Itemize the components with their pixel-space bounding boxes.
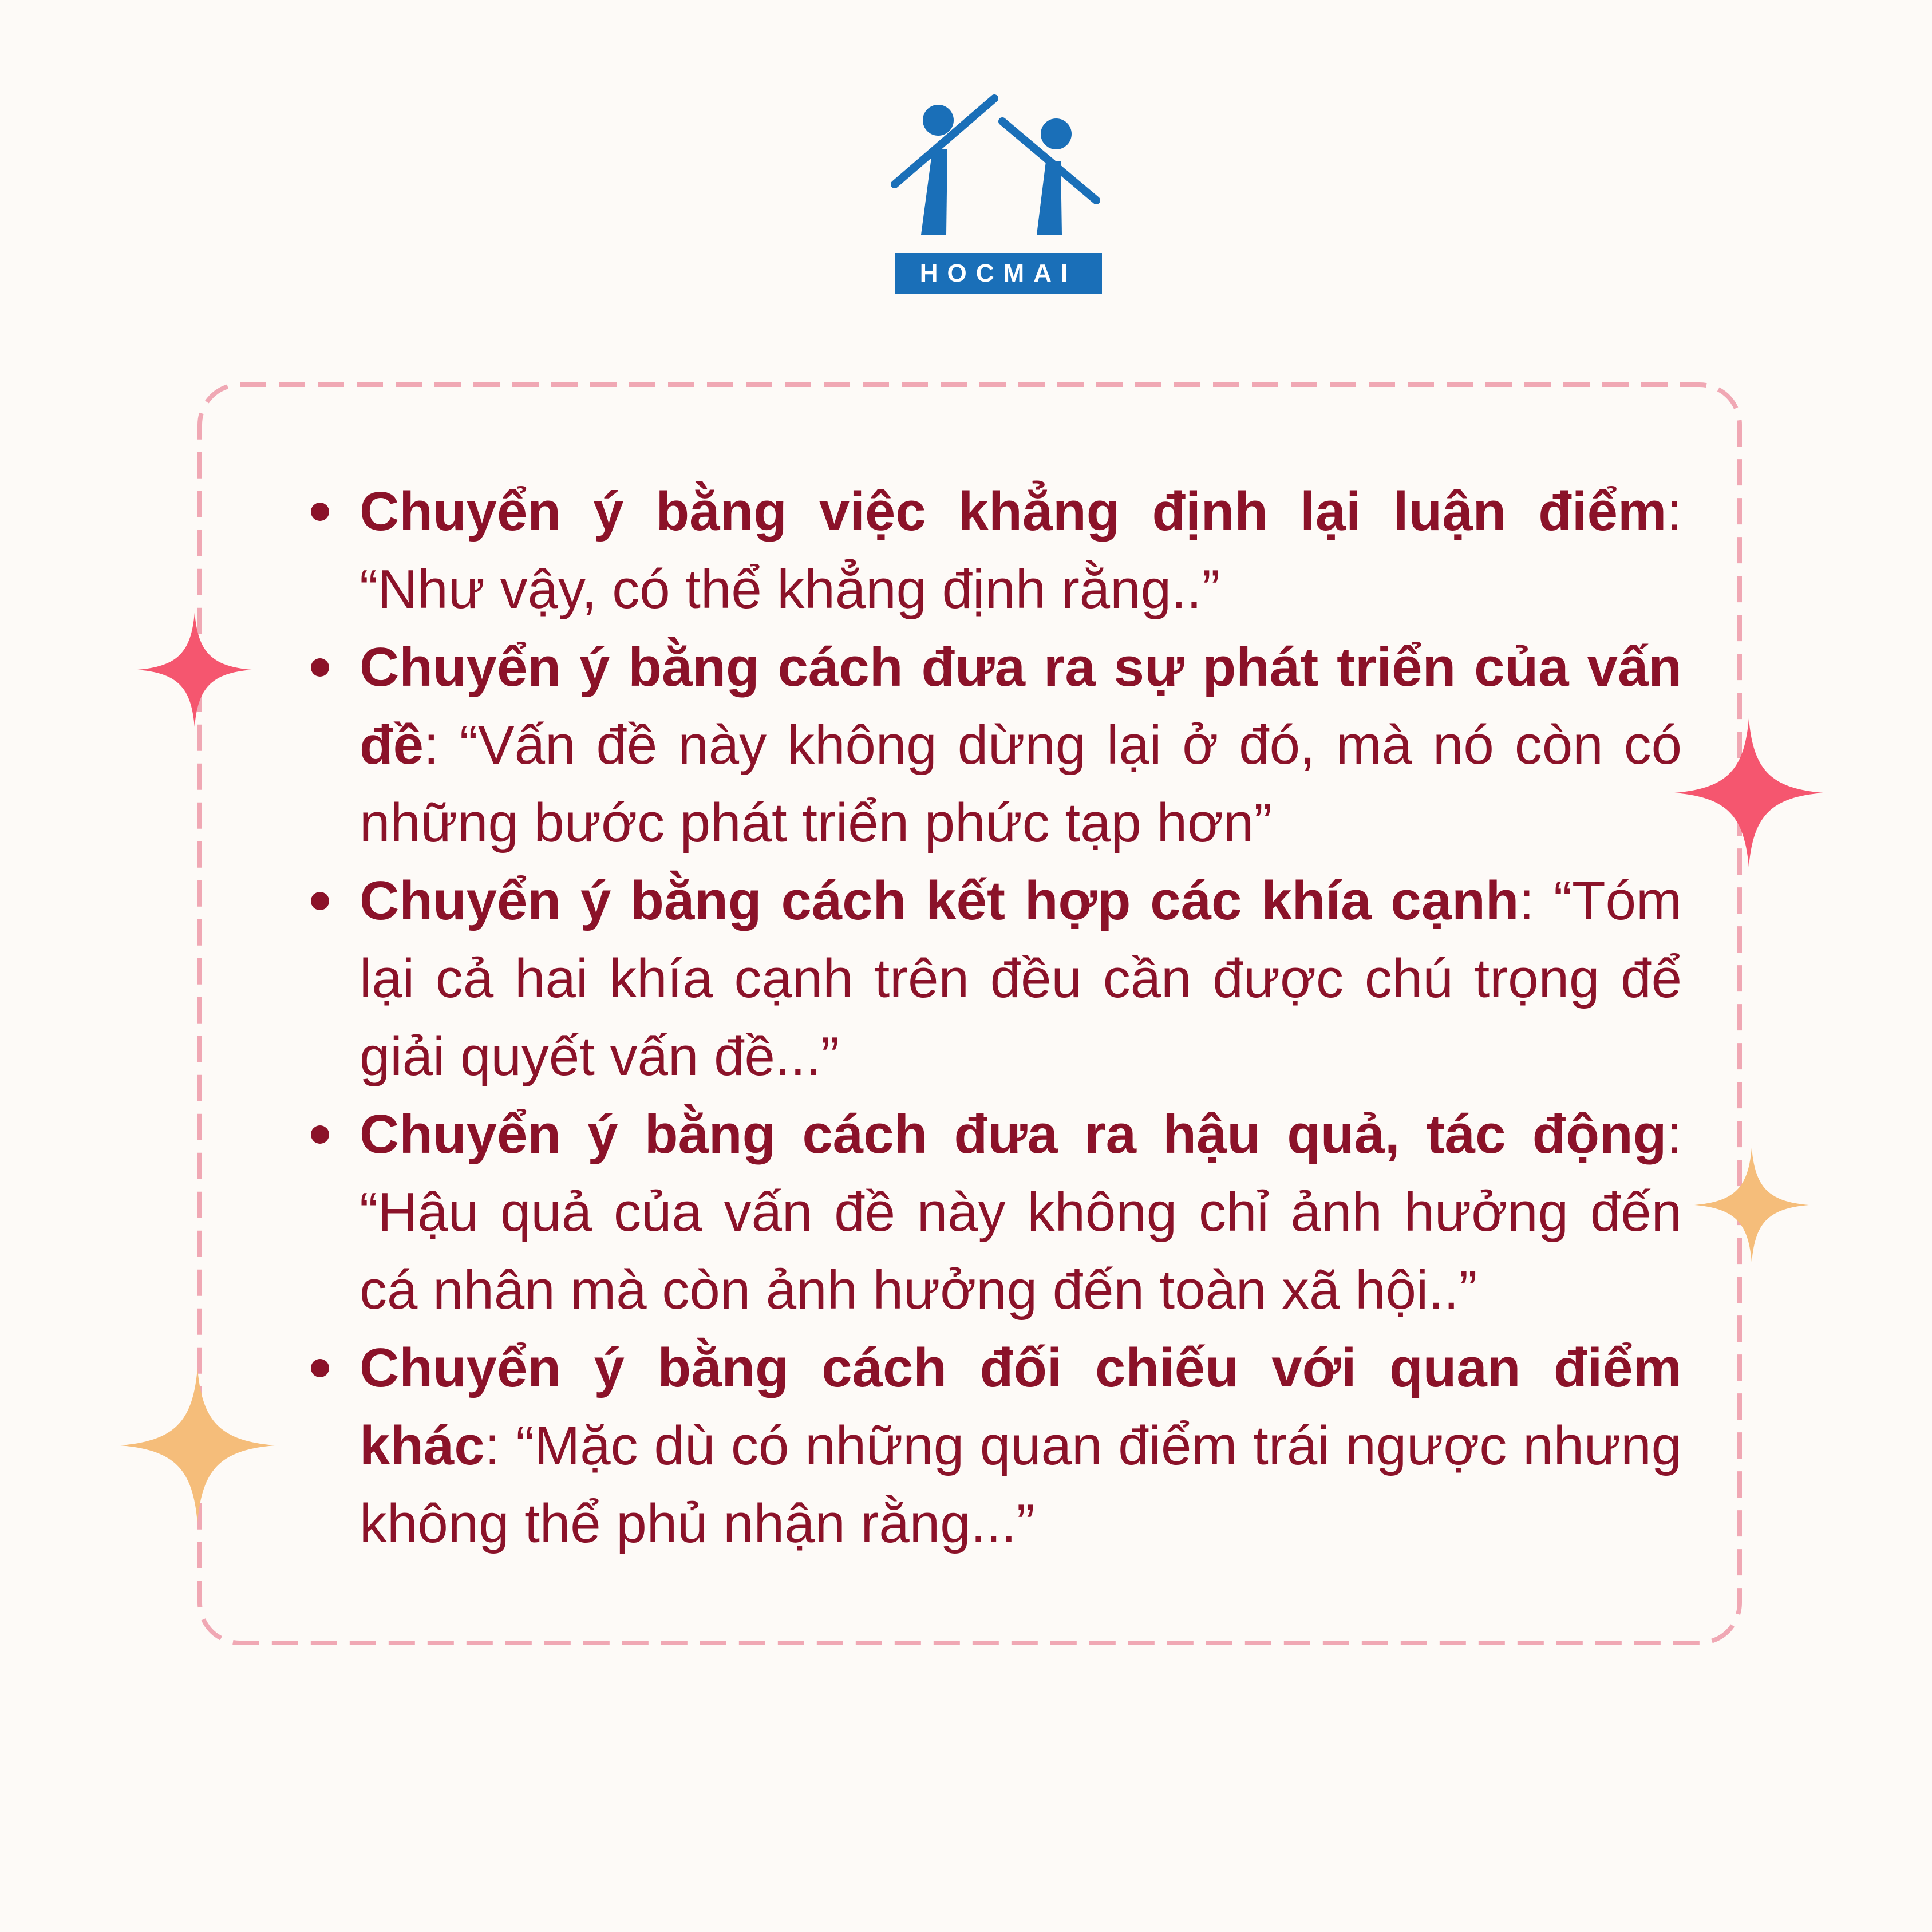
item-text: : “Hậu quả của vấn đề này không chỉ ảnh hưởng đến cá nhân mà còn ảnh hưởng đến toàn xã hội..” (359, 1104, 1682, 1321)
item-heading: Chuyển ý bằng cách đưa ra sự phát triển của vấn đề (359, 637, 1682, 776)
item-heading: Chuyển ý bằng việc khẳng định lại luận điểm (359, 481, 1667, 542)
item-text: : “Như vậy, có thể khẳng định rằng..” (359, 481, 1682, 620)
transition-list (359, 473, 1682, 1563)
item-text: : “Vấn đề này không dừng lại ở đó, mà nó còn có những bước phát triển phức tạp hơn” (359, 714, 1682, 854)
list-item (359, 1096, 1682, 1329)
item-text: : “Mặc dù có những quan điểm trái ngược nhưng không thể phủ nhận rằng...” (359, 1415, 1682, 1554)
list-item (359, 473, 1682, 629)
hocmai-logo-icon (890, 92, 1102, 298)
item-heading: Chuyển ý bằng cách đưa ra hậu quả, tác động (359, 1104, 1667, 1165)
list-item (359, 1329, 1682, 1563)
list-item (359, 862, 1682, 1096)
sparkle-pink-icon (137, 613, 252, 727)
list-item (359, 629, 1682, 862)
hocmai-logo (890, 92, 1102, 298)
item-heading: Chuyển ý bằng cách kết hợp các khía cạnh (359, 870, 1519, 931)
item-heading: Chuyển ý bằng cách đối chiếu với quan điểm khác (359, 1337, 1682, 1476)
item-text: : “Tóm lại cả hai khía cạnh trên đều cần được chú trọng để giải quyết vấn đề...” (359, 870, 1682, 1087)
sparkle-orange-icon (120, 1368, 275, 1523)
sparkle-pink-icon (1674, 718, 1823, 867)
logo-text: HOCMAI (919, 259, 1077, 287)
sparkle-orange-icon (1694, 1148, 1809, 1262)
